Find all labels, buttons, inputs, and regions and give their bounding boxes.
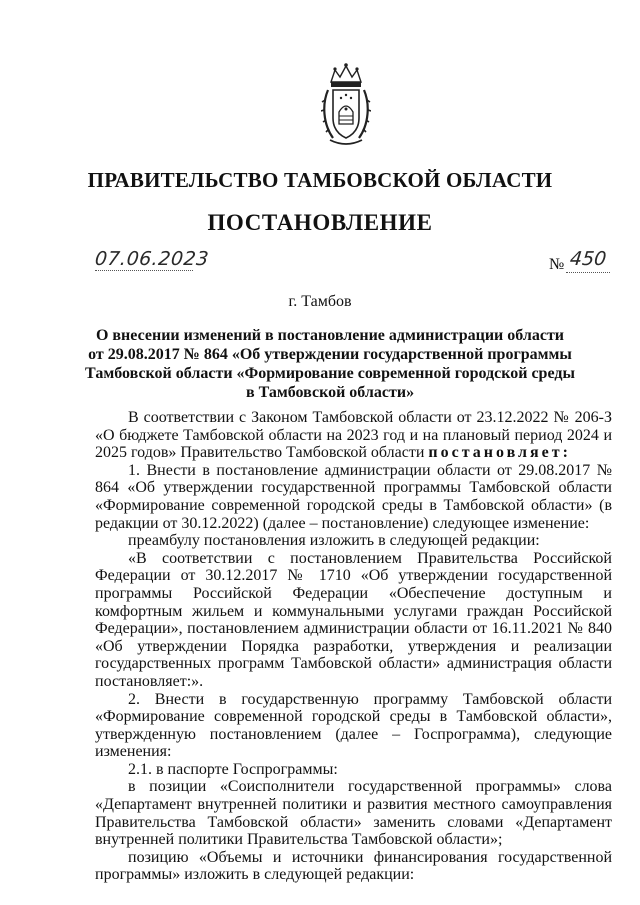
paragraph-item-1: 1. Внести в постановление администрации области от 29.08.2017 № 864 «Об утверждении государственной программы Тамбовской области «Формирование современной городской среды в Тамбовской области» (в редакции от 30.12.2022) (далее – постановление) следующее изменение: <box>95 461 612 532</box>
number-sign: № <box>549 256 565 273</box>
paragraph-funding: позицию «Объемы и источники финансирования государственной программы» изложить в следующей редакции: <box>95 848 612 884</box>
document-body <box>95 409 612 884</box>
number-underline <box>566 272 610 273</box>
document-title <box>60 326 600 402</box>
paragraph-text: В соответствии с Законом Тамбовской области от 23.12.2022 № 206-З «О бюджете Тамбовской области на 2023 год и на плановый период 2024 и 2025 годов» Правительство Тамбовской области <box>95 409 612 462</box>
paragraph-preamble-wording: преамбулу постановления изложить в следующей редакции: <box>128 532 540 550</box>
title-line: О внесении изменений в постановление администрации области <box>95 327 565 344</box>
city-name: г. Тамбов <box>288 293 352 310</box>
document-date <box>93 248 210 272</box>
document-number: 450 <box>568 248 608 270</box>
paragraph-item-2-1: 2.1. в паспорте Госпрограммы: <box>128 760 338 778</box>
date-underline <box>95 270 193 271</box>
paragraph-preamble <box>95 409 612 462</box>
paragraph-co-executors: в позиции «Соисполнители государственной программы» слова «Департамент внутренней политики и развития местного самоуправления Правительства Тамбовской области» заменить словами «Департамент внутренней политики Правительства Тамбовской области»; <box>95 778 612 849</box>
title-line: Тамбовской области «Формирование современной городской среды <box>85 365 575 382</box>
resolution-word: постановляет: <box>428 444 571 462</box>
title-line: в Тамбовской области» <box>245 384 415 401</box>
coat-of-arms-icon <box>321 62 371 148</box>
paragraph-item-2: 2. Внести в государственную программу Тамбовской области «Формирование современной городской среды в Тамбовской области», утвержденную постановлением (далее – Госпрограмма), следующие изменения: <box>95 690 612 761</box>
date-handwritten: 07.06.2023 <box>93 248 210 270</box>
document-type: ПОСТАНОВЛЕНИЕ <box>207 210 433 235</box>
paragraph-quoted-preamble: «В соответствии с постановлением Правительства Российской Федерации от 30.12.2017 № 1710 «Об утверждении государственной программы Российской Федерации «Обеспечение доступным и комфортным жильем и коммунальными услугами граждан Российской Федерации», постановлением администрации области от 16.11.2021 № 840 «Об утверждении Порядка разработки, утверждения и реализации государственных программ Тамбовской области» администрация области постановляет:». <box>95 549 612 690</box>
title-line: от 29.08.2017 № 864 «Об утверждении государственной программы <box>88 346 572 363</box>
government-name: ПРАВИТЕЛЬСТВО ТАМБОВСКОЙ ОБЛАСТИ <box>87 168 553 192</box>
